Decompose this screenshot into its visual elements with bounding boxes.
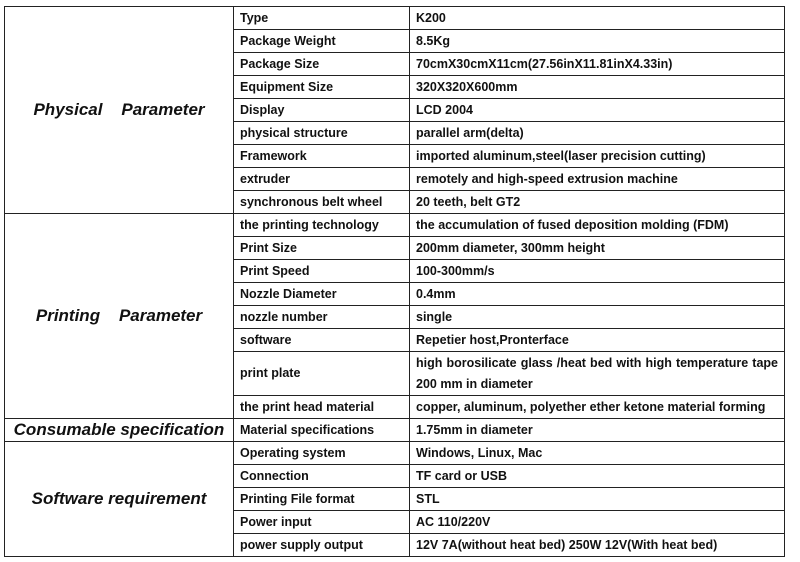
row-value: 100-300mm/s bbox=[410, 260, 785, 283]
row-label: Package Weight bbox=[234, 30, 410, 53]
row-label: Operating system bbox=[234, 442, 410, 465]
row-label: Framework bbox=[234, 145, 410, 168]
table-row bbox=[5, 419, 785, 442]
row-label: the printing technology bbox=[234, 214, 410, 237]
row-value: Repetier host,Pronterface bbox=[410, 329, 785, 352]
specification-table bbox=[4, 6, 785, 557]
specification-table-body bbox=[5, 7, 785, 557]
row-value: AC 110/220V bbox=[410, 511, 785, 534]
row-label: Material specifications bbox=[234, 419, 410, 442]
section-title-consumable: Consumable specification bbox=[5, 419, 234, 442]
row-label: Display bbox=[234, 99, 410, 122]
row-value: imported aluminum,steel(laser precision cutting) bbox=[410, 145, 785, 168]
row-value: 200mm diameter, 300mm height bbox=[410, 237, 785, 260]
row-label: Equipment Size bbox=[234, 76, 410, 99]
row-label: software bbox=[234, 329, 410, 352]
section-title-printing: Printing Parameter bbox=[5, 214, 234, 419]
row-value: LCD 2004 bbox=[410, 99, 785, 122]
row-label: extruder bbox=[234, 168, 410, 191]
row-value: 320X320X600mm bbox=[410, 76, 785, 99]
row-value: 70cmX30cmX11cm(27.56inX11.81inX4.33in) bbox=[410, 53, 785, 76]
row-value: single bbox=[410, 306, 785, 329]
row-label: the print head material bbox=[234, 396, 410, 419]
row-label: Print Size bbox=[234, 237, 410, 260]
row-value: TF card or USB bbox=[410, 465, 785, 488]
table-row bbox=[5, 214, 785, 237]
section-title-software: Software requirement bbox=[5, 442, 234, 557]
row-label: print plate bbox=[234, 352, 410, 396]
row-label: power supply output bbox=[234, 534, 410, 557]
row-label: Print Speed bbox=[234, 260, 410, 283]
row-value: the accumulation of fused deposition molding (FDM) bbox=[410, 214, 785, 237]
row-label: Connection bbox=[234, 465, 410, 488]
row-value: Windows, Linux, Mac bbox=[410, 442, 785, 465]
row-value: STL bbox=[410, 488, 785, 511]
row-label: Package Size bbox=[234, 53, 410, 76]
row-label: physical structure bbox=[234, 122, 410, 145]
row-value: 20 teeth, belt GT2 bbox=[410, 191, 785, 214]
table-row bbox=[5, 7, 785, 30]
row-value: 8.5Kg bbox=[410, 30, 785, 53]
row-value: parallel arm(delta) bbox=[410, 122, 785, 145]
row-value: K200 bbox=[410, 7, 785, 30]
row-value: remotely and high-speed extrusion machine bbox=[410, 168, 785, 191]
row-label: synchronous belt wheel bbox=[234, 191, 410, 214]
row-value: copper, aluminum, polyether ether ketone material forming bbox=[410, 396, 785, 419]
table-row bbox=[5, 442, 785, 465]
row-label: Nozzle Diameter bbox=[234, 283, 410, 306]
row-value: high borosilicate glass /heat bed with high temperature tape 200 mm in diameter bbox=[410, 352, 785, 396]
row-label: Printing File format bbox=[234, 488, 410, 511]
row-label: nozzle number bbox=[234, 306, 410, 329]
row-label: Type bbox=[234, 7, 410, 30]
row-value: 12V 7A(without heat bed) 250W 12V(With heat bed) bbox=[410, 534, 785, 557]
row-value: 1.75mm in diameter bbox=[410, 419, 785, 442]
row-label: Power input bbox=[234, 511, 410, 534]
section-title-physical: Physical Parameter bbox=[5, 7, 234, 214]
row-value: 0.4mm bbox=[410, 283, 785, 306]
